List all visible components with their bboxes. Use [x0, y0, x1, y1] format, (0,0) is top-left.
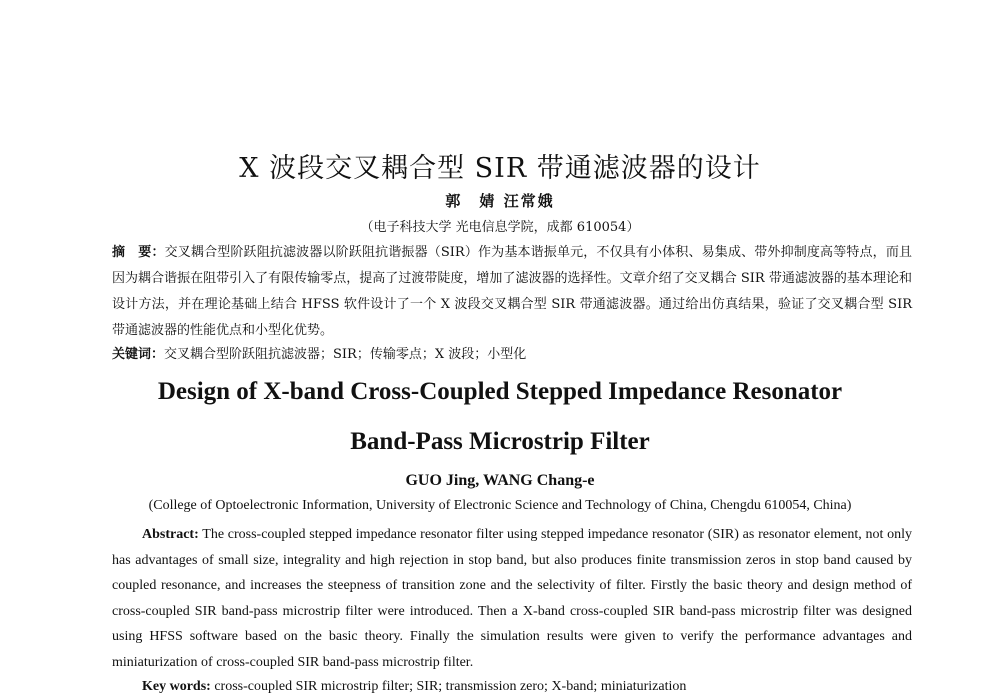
chinese-title: X 波段交叉耦合型 SIR 带通滤波器的设计 — [239, 153, 761, 184]
english-abstract-label: Abstract: — [142, 527, 199, 542]
english-abstract-text: The cross-coupled stepped impedance resonator filter using stepped impedance resonator (SIR) as resonator element, not only has advantages of small size, integrality and high rejection in stop band, but also produces finite transmission zeros in stop band caused by coupled resonance, and increases the steepness of transition zone and the selectivity of filter. Firstly the basic theory and design method of cross-coupled SIR band-pass microstrip filter were introduced. Then a X-band cross-coupled SIR band-pass microstrip filter was designed using HFSS software based on the basic theory. Finally the simulation results were given to verify the performance advantages and miniaturization of cross-coupled SIR band-pass microstrip filter. — [112, 527, 912, 670]
english-abstract — [112, 522, 912, 675]
chinese-affiliation: （电子科技大学 光电信息学院，成都 610054） — [360, 220, 640, 235]
chinese-keywords — [112, 342, 912, 368]
chinese-abstract-label: 摘 要： — [112, 245, 165, 260]
english-keywords-text: cross-coupled SIR microstrip filter; SIR; transmission zero; X-band; miniaturization — [214, 679, 687, 694]
english-keywords-label: Key words: — [142, 679, 211, 694]
chinese-keywords-text: 交叉耦合型阶跃阻抗滤波器；SIR；传输零点；X 波段；小型化 — [164, 347, 527, 362]
english-title-line-1: Design of X-band Cross-Coupled Stepped Impedance Resonator — [157, 378, 843, 405]
english-keywords — [112, 674, 912, 694]
chinese-keywords-label: 关键词： — [112, 347, 165, 362]
english-affiliation: (College of Optoelectronic Information, University of Electronic Science and Technology of China, Chengdu 610054, China) — [148, 498, 852, 513]
english-title-line-2: Band-Pass Microstrip Filter — [350, 428, 650, 455]
chinese-abstract-text: 交叉耦合型阶跃阻抗滤波器以阶跃阻抗谐振器（SIR）作为基本谐振单元，不仅具有小体积、易集成、带外抑制度高等特点，而且因为耦合谐振在阻带引入了有限传输零点，提高了过渡带陡度，增加了滤波器的选择性。文章介绍了交叉耦合 SIR 带通滤波器的基本理论和设计方法，并在理论基础上结合 HFSS 软件设计了一个 X 波段交叉耦合型 SIR 带通滤波器。通过给出仿真结果，验证了交叉耦合型 SIR 带通滤波器的性能优点和小型化优势。 — [112, 245, 912, 338]
english-authors: GUO Jing, WANG Chang-e — [405, 472, 595, 489]
chinese-authors: 郭 婧 汪常娥 — [445, 192, 555, 210]
chinese-abstract — [112, 240, 912, 344]
